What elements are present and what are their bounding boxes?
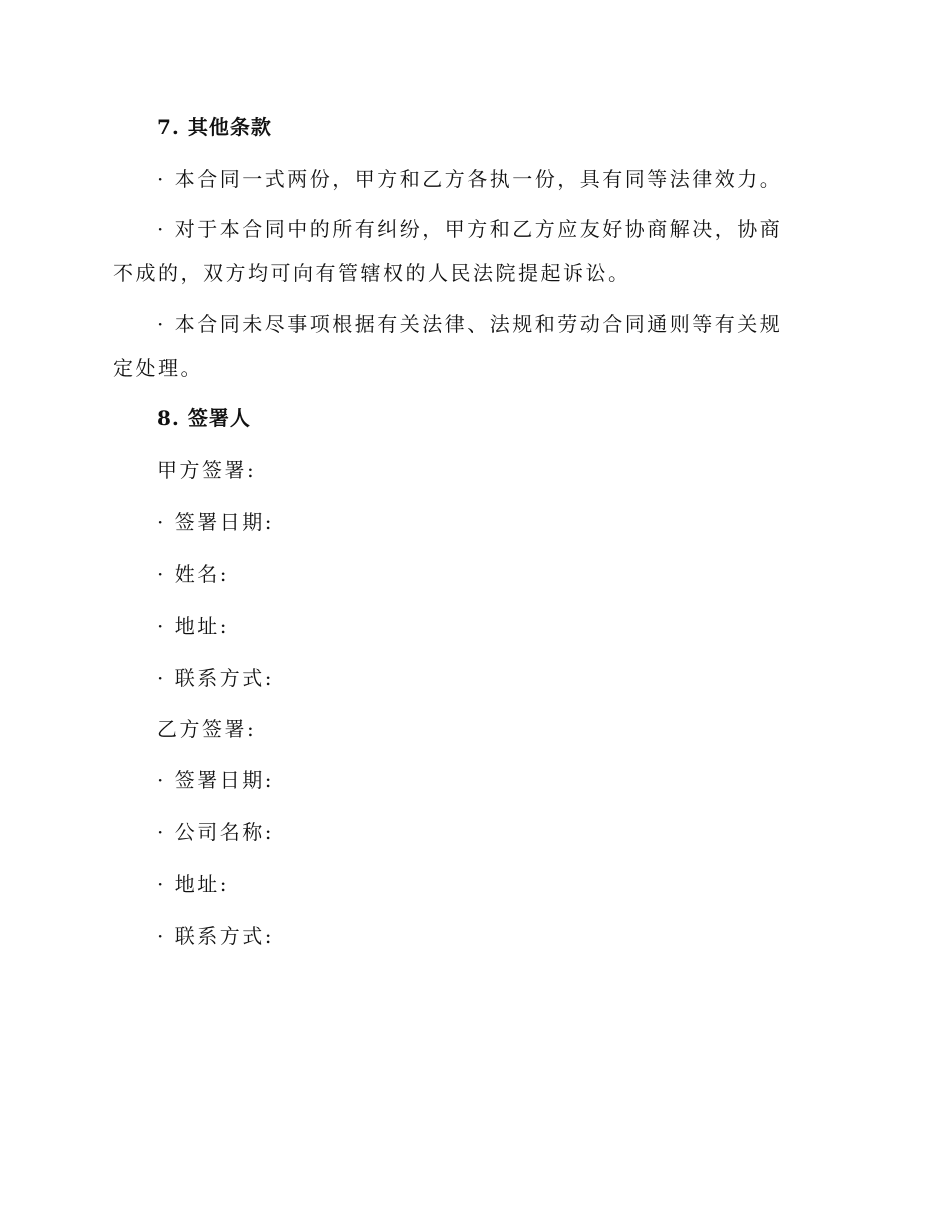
party-a-address: · 地址: (157, 614, 229, 638)
party-b-signature-label: 乙方签署: (157, 717, 257, 741)
clause-copies: · 本合同一式两份，甲方和乙方各执一份，具有同等法律效力。 (157, 167, 783, 191)
section-7-heading: 7. 其他条款 (157, 115, 272, 139)
clause-disputes: · 对于本合同中的所有纠纷，甲方和乙方应友好协商解决，协商不成的，双方均可向有管辖权的人民法院提起诉讼。 (113, 217, 783, 285)
party-a-signature-label: 甲方签署: (157, 458, 257, 482)
section-8-heading: 8. 签署人 (157, 406, 251, 430)
party-b-contact: · 联系方式: (157, 924, 274, 948)
party-a-name: · 姓名: (157, 562, 229, 586)
clause-unspecified-matters: · 本合同未尽事项根据有关法律、法规和劳动合同通则等有关规定处理。 (113, 312, 783, 380)
party-b-address: · 地址: (157, 872, 229, 896)
party-b-company-name: · 公司名称: (157, 820, 274, 844)
party-b-sign-date: · 签署日期: (157, 768, 274, 792)
party-a-sign-date: · 签署日期: (157, 510, 274, 534)
party-a-contact: · 联系方式: (157, 666, 274, 690)
